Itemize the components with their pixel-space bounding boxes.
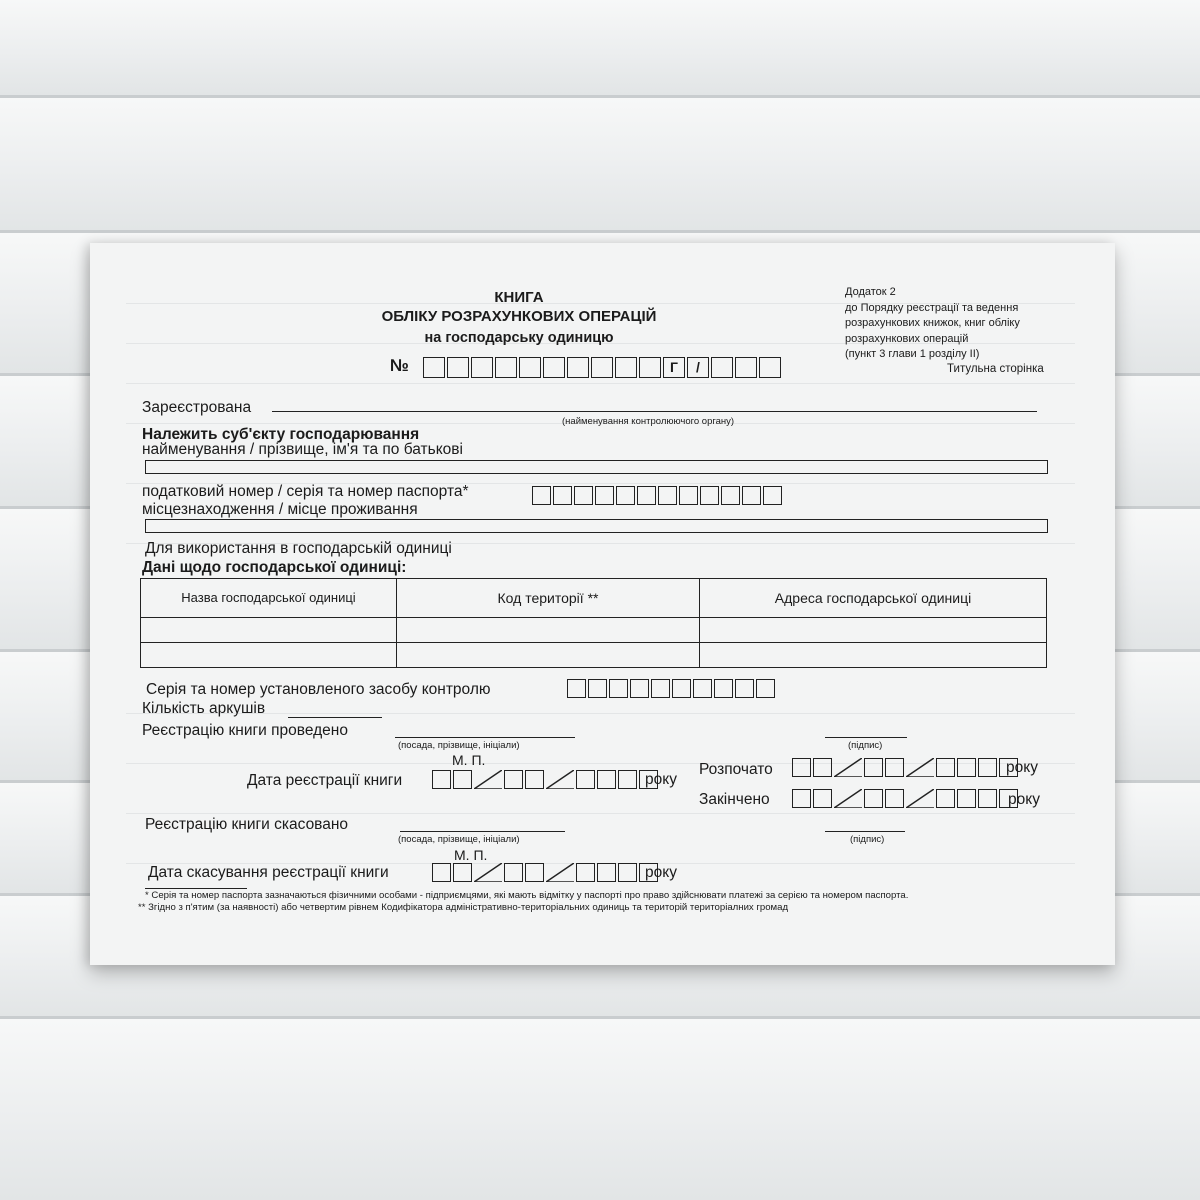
column-header-territory-code: Код території ** bbox=[397, 579, 700, 618]
footnote-2: ** Згідно з п'ятим (за наявності) або четвертим рівнем Кодифікатора адміністративно-територіальних одиниць та територій територіалних громад bbox=[138, 902, 789, 913]
owner-name-field[interactable] bbox=[145, 460, 1048, 474]
owner-name-label: найменування / прізвище, ім'я та по батькові bbox=[142, 441, 463, 458]
date-separator-icon bbox=[546, 770, 574, 789]
started-label: Розпочато bbox=[699, 761, 773, 778]
stamp-placeholder: М. П. bbox=[452, 752, 486, 768]
finished-year-word: року bbox=[1008, 791, 1040, 808]
authority-caption: (найменування контролюючого органу) bbox=[562, 416, 735, 427]
finished-date-boxes[interactable] bbox=[792, 789, 1020, 808]
started-year-word: року bbox=[1006, 759, 1038, 776]
registration-done-label: Реєстрацію книги проведено bbox=[142, 722, 348, 739]
column-header-unit-name: Назва господарської одиниці bbox=[141, 579, 397, 618]
registered-label: Зареєстрована bbox=[142, 399, 252, 416]
form-title: КНИГА bbox=[494, 289, 544, 306]
table-row bbox=[141, 618, 1047, 643]
canceller-signature-field[interactable] bbox=[825, 831, 905, 832]
unit-section-title: Дані щодо господарської одиниці: bbox=[142, 559, 407, 576]
cancel-position-caption: (посада, прізвище, ініціали) bbox=[398, 834, 520, 845]
number-mark-box: Г bbox=[663, 357, 685, 378]
registrar-field[interactable] bbox=[395, 737, 575, 738]
tax-number-label: податковий номер / серія та номер паспорта* bbox=[142, 483, 469, 500]
date-separator-icon bbox=[834, 758, 862, 777]
number-sign: № bbox=[390, 356, 409, 375]
date-separator-icon bbox=[834, 789, 862, 808]
reg-date-label: Дата реєстрації книги bbox=[247, 772, 403, 789]
cancel-stamp-placeholder: М. П. bbox=[454, 847, 488, 863]
cancelled-label: Реєстрацію книги скасовано bbox=[145, 816, 349, 833]
appendix-note: Додаток 2 до Порядку реєстрації та ведення розрахункових книжок, книг обліку розрахункових операцій (пункт 3 глави 1 розділу ІІ) bbox=[845, 286, 1020, 360]
registrar-signature-field[interactable] bbox=[825, 737, 907, 738]
cancel-date-boxes[interactable] bbox=[432, 863, 660, 882]
started-date-boxes[interactable] bbox=[792, 758, 1020, 777]
authority-field[interactable] bbox=[272, 411, 1037, 412]
usage-label: Для використання в господарській одиниці bbox=[145, 540, 452, 557]
sheets-count-field[interactable] bbox=[288, 717, 382, 718]
tax-number-boxes[interactable] bbox=[532, 486, 784, 505]
form-subtitle: на господарську одиницю bbox=[424, 330, 614, 346]
sheets-count-label: Кількість аркушів bbox=[142, 700, 266, 717]
number-slash-box: / bbox=[687, 357, 709, 378]
control-device-label: Серія та номер установленого засобу контролю bbox=[146, 681, 491, 698]
reg-date-year-word: року bbox=[645, 771, 677, 788]
owner-section-title: Належить суб'єкту господарювання bbox=[142, 426, 420, 443]
position-caption: (посада, прізвище, ініціали) bbox=[398, 740, 520, 751]
footnote-1: * Серія та номер паспорта зазначаються фізичними особами - підприємцями, які мають відмітку у паспорті про право здійснювати платежі за серією та номером паспорта. bbox=[145, 890, 909, 901]
unit-table bbox=[140, 578, 1047, 668]
book-number-boxes[interactable] bbox=[423, 357, 783, 378]
cancel-date-year-word: року bbox=[645, 864, 677, 881]
registration-form-sheet bbox=[90, 243, 1115, 965]
address-field[interactable] bbox=[145, 519, 1048, 533]
date-separator-icon bbox=[546, 863, 574, 882]
canceller-field[interactable] bbox=[400, 831, 565, 832]
table-row bbox=[141, 643, 1047, 668]
cancel-signature-caption: (підпис) bbox=[850, 834, 885, 845]
date-separator-icon bbox=[906, 789, 934, 808]
date-separator-icon bbox=[474, 770, 502, 789]
form-title-line2: ОБЛІКУ РОЗРАХУНКОВИХ ОПЕРАЦІЙ bbox=[381, 308, 657, 325]
address-label: місцезнаходження / місце проживання bbox=[142, 501, 418, 518]
finished-label: Закінчено bbox=[699, 791, 770, 808]
date-separator-icon bbox=[906, 758, 934, 777]
date-separator-icon bbox=[474, 863, 502, 882]
cancel-date-label: Дата скасування реєстрації книги bbox=[148, 864, 389, 881]
footnote-divider bbox=[145, 888, 247, 889]
column-header-unit-address: Адреса господарської одиниці bbox=[700, 579, 1047, 618]
control-device-boxes[interactable] bbox=[567, 679, 777, 698]
signature-caption: (підпис) bbox=[848, 740, 883, 751]
reg-date-boxes[interactable] bbox=[432, 770, 660, 789]
page-type-label: Титульна сторінка bbox=[947, 363, 1044, 375]
